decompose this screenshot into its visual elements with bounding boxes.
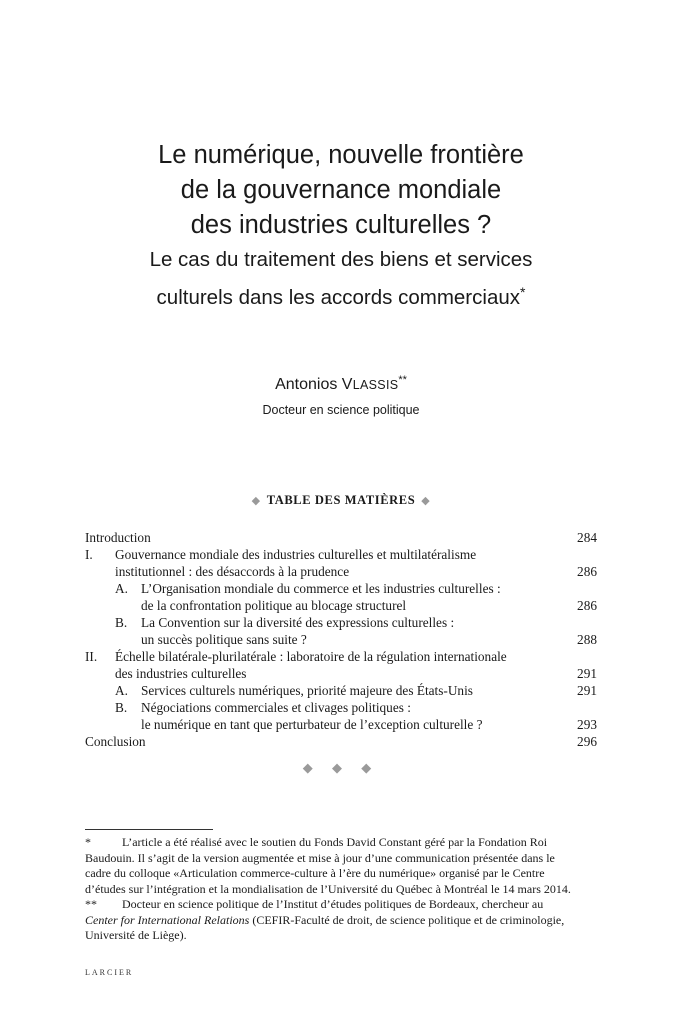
toc-number: B. [115,615,128,630]
author-first-name: Antonios [275,376,338,393]
toc-row [85,699,597,716]
toc-number: II. [85,649,98,664]
title-line: Le numérique, nouvelle frontière [158,141,524,169]
toc-row [85,733,597,750]
toc-heading [0,493,682,508]
toc-row [85,597,597,614]
toc-entry-text: Introduction [85,530,151,545]
footnote-line: d’études sur l’intégration et la mondialisation de l’Université du Québec à Montréal le 14 mars 2014. [85,881,571,896]
toc-row [85,563,597,580]
subtitle-line: Le cas du traitement des biens et services [149,248,533,271]
footnote-mark: ** [398,374,407,386]
toc-page-number: 291 [577,666,597,681]
toc-heading-text: TABLE DES MATIÈRES [266,493,416,507]
toc-row [85,716,597,733]
toc-row [85,665,597,682]
toc-row [85,682,597,699]
toc-page-number: 296 [577,734,597,749]
toc-entry-text: Échelle bilatérale-plurilatérale : laboratoire de la régulation internationale [115,649,507,664]
footnote-rule [85,829,213,830]
toc-page-number: 286 [577,598,597,613]
author-last-name: VLASSIS [341,376,399,393]
footnote-mark: * [520,284,526,300]
toc-entry-text: L’Organisation mondiale du commerce et les industries culturelles : [141,581,501,596]
document-subtitle [60,244,622,314]
diamond-icon: ◆ [421,495,431,507]
footnote-text: (CEFIR-Faculté de droit, de science politique et de criminologie, [249,912,565,927]
toc-number: I. [85,547,93,562]
toc-entry-text: un succès politique sans suite ? [141,632,307,647]
toc-row [85,546,597,563]
toc-page-number: 288 [577,632,597,647]
toc-row [85,648,597,665]
toc-row [85,580,597,597]
footnote-italic: Center for International Relations [85,912,250,927]
toc-entry-text: institutionnel : des désaccords à la prudence [115,564,350,579]
toc-page-number: 284 [577,530,597,545]
footnote-mark: * [85,835,91,849]
toc-page-number: 293 [577,717,597,732]
author-name [0,374,682,394]
toc-row [85,614,597,631]
publisher-footer: LARCIER [85,968,134,977]
table-of-contents [85,529,597,750]
toc-entry-text: de la confrontation politique au blocage structurel [141,598,407,613]
toc-row [85,631,597,648]
toc-entry-text: La Convention sur la diversité des expressions culturelles : [141,615,455,630]
toc-entry-text: Services culturels numériques, priorité majeure des États-Unis [141,683,473,698]
toc-entry-text: Négociations commerciales et clivages politiques : [141,700,411,715]
toc-entry-text: le numérique en tant que perturbateur de l’exception culturelle ? [141,717,483,732]
footnote-line: Université de Liège). [85,928,187,942]
footnote-line: Baudouin. Il s’agit de la version augmentée et mise à jour d’une communication présentée dans le [85,850,555,865]
footnote-line [85,897,597,913]
section-separator: ◆ ◆ ◆ [302,760,380,775]
toc-number: B. [115,700,128,715]
toc-entry-text: des industries culturelles [115,666,247,681]
toc-page-number: 291 [577,683,597,698]
footnote-mark: ** [85,897,97,911]
toc-entry-text: Conclusion [85,734,146,749]
toc-number: A. [115,683,128,698]
diamond-icon: ◆ [251,495,261,507]
toc-row [85,529,597,546]
toc-page-number: 286 [577,564,597,579]
footnote-text: L’article a été réalisé avec le soutien du Fonds David Constant géré par la Fondation Roi [122,835,548,849]
title-line: de la gouvernance mondiale [180,176,502,204]
title-line: des industries culturelles ? [190,211,492,239]
subtitle-line-text: culturels dans les accords commerciaux [156,286,520,309]
footnote-text: Docteur en science politique de l’Institut d’études politiques de Bordeaux, chercheur au [122,897,544,911]
footnote-line [85,913,597,929]
footnotes [85,835,597,944]
toc-number: A. [115,581,128,596]
toc-entry-text: Gouvernance mondiale des industries culturelles et multilatéralisme [115,547,477,562]
document-title [60,138,622,243]
footnote-line [85,835,597,851]
footnote-line: cadre du colloque «Articulation commerce-culture à l’ère du numérique» organisé par le Centre [85,866,545,880]
author-affiliation: Docteur en science politique [262,403,420,417]
subtitle-line [60,276,622,314]
